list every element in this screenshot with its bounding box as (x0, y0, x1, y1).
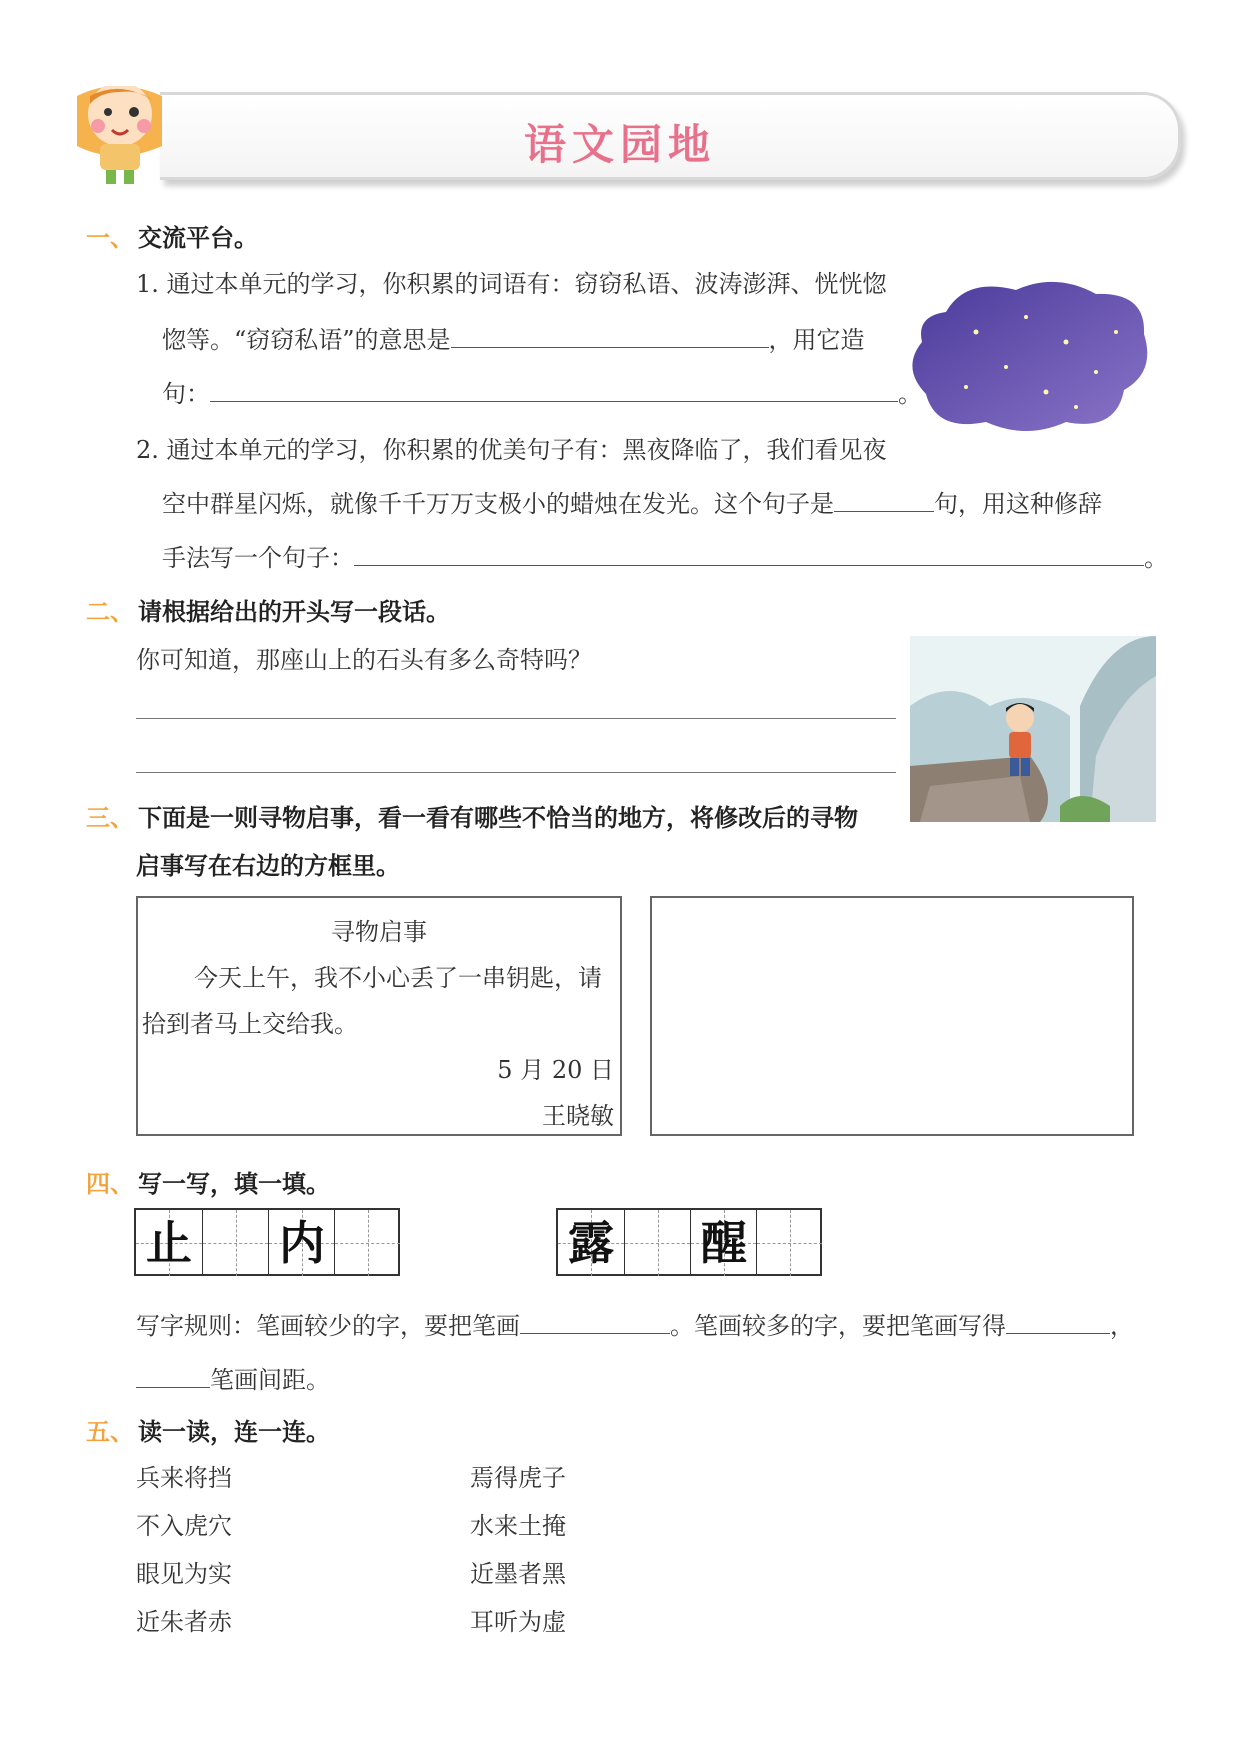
section-3-heading (86, 798, 858, 833)
section-2-heading (86, 592, 450, 627)
writing-grid-1 (134, 1208, 400, 1276)
s1-q1-sentence-blank[interactable] (210, 379, 898, 402)
grid1-cell-1[interactable] (136, 1210, 202, 1276)
writing-rule-line1 (136, 1306, 1134, 1341)
section-4-title: 写一写，填一填。 (138, 1170, 330, 1198)
grid1-char-1: 止 (146, 1216, 192, 1270)
starry-sky-cloud-icon (906, 272, 1156, 438)
notice-body-2: 拾到者马上交给我。 (142, 1010, 358, 1038)
notice-title: 寻物启事 (331, 918, 427, 946)
writing-rule-text-c: ， (1110, 1312, 1134, 1340)
s1-q2-line2-text-a: 空中群星闪烁，就像千千万万支极小的蜡烛在发光。这个句子是 (162, 490, 834, 518)
page-title: 语文园地 (523, 120, 716, 169)
notice-date: 5 月 20 日 (497, 1056, 614, 1084)
writing-rule-text-a: 写字规则：笔画较少的字，要把笔画 (136, 1312, 520, 1340)
grid2-cell-3[interactable] (690, 1210, 756, 1276)
grid1-cell-3[interactable] (268, 1210, 334, 1276)
s1-q1-line2 (162, 320, 865, 355)
s1-q2-line1: 2. 通过本单元的学习，你积累的优美句子有：黑夜降临了，我们看见夜 (136, 436, 887, 464)
writing-rule-blank-2[interactable] (1006, 1311, 1110, 1334)
notice-name: 王晓敏 (542, 1102, 614, 1130)
s1-q1-line3-text-b: 。 (898, 380, 922, 408)
section-1-title: 交流平台。 (138, 224, 258, 252)
s1-q2-type-blank[interactable] (834, 489, 934, 512)
grid2-char-2: 醒 (701, 1216, 747, 1270)
section-2-title: 请根据给出的开头写一段话。 (138, 598, 450, 626)
s2-answer-line-2[interactable] (136, 772, 896, 773)
section-3-number: 三、 (86, 804, 134, 832)
idiom-right-2[interactable]: 水来土掩 (470, 1512, 566, 1540)
idiom-left-4[interactable]: 近朱者赤 (136, 1608, 232, 1636)
idiom-right-4[interactable]: 耳听为虚 (470, 1608, 566, 1636)
boy-on-mountain-icon (910, 636, 1156, 822)
s1-q1-line3 (162, 374, 922, 409)
idiom-left-2[interactable]: 不入虎穴 (136, 1512, 232, 1540)
section-3-title-line2: 启事写在右边的方框里。 (136, 852, 400, 880)
idiom-left-1[interactable]: 兵来将挡 (136, 1464, 232, 1492)
s1-q1-line2-text-a: 惚等。“窃窃私语”的意思是 (162, 326, 451, 354)
writing-rule-text-d: 笔画间距。 (210, 1366, 330, 1394)
section-4-heading (86, 1164, 330, 1199)
s1-q2-line3 (162, 538, 1168, 573)
grid2-cell-2[interactable] (624, 1210, 690, 1276)
s2-prompt: 你可知道，那座山上的石头有多么奇特吗？ (136, 646, 592, 674)
writing-rule-blank-3[interactable] (136, 1365, 210, 1388)
s2-answer-line-1[interactable] (136, 718, 896, 719)
writing-rule-line2 (136, 1360, 330, 1395)
section-3-title-line1: 下面是一则寻物启事，看一看有哪些不恰当的地方，将修改后的寻物 (138, 804, 858, 832)
grid2-char-1: 露 (568, 1216, 614, 1270)
grid2-cell-1[interactable] (558, 1210, 624, 1276)
section-1-heading (86, 218, 258, 253)
s1-q2-line3-text-a: 手法写一个句子： (162, 544, 354, 572)
section-1-number: 一、 (86, 224, 134, 252)
writing-rule-blank-1[interactable] (520, 1311, 670, 1334)
s1-q2-line3-text-b: 。 (1144, 544, 1168, 572)
idiom-left-3[interactable]: 眼见为实 (136, 1560, 232, 1588)
section-5-title: 读一读，连一连。 (138, 1418, 330, 1446)
s1-q1-line1: 1. 通过本单元的学习，你积累的词语有：窃窃私语、波涛澎湃、恍恍惚 (136, 270, 887, 298)
s1-q2-line2 (162, 484, 1102, 519)
grid1-char-2: 内 (279, 1216, 325, 1270)
idiom-right-3[interactable]: 近墨者黑 (470, 1560, 566, 1588)
section-5-heading (86, 1412, 330, 1447)
idiom-right-1[interactable]: 焉得虎子 (470, 1464, 566, 1492)
grid1-cell-2[interactable] (202, 1210, 268, 1276)
s1-q2-line2-text-b: 句，用这种修辞 (934, 490, 1102, 518)
grid1-cell-4[interactable] (334, 1210, 400, 1276)
writing-rule-text-b: 。笔画较多的字，要把笔画写得 (670, 1312, 1006, 1340)
section-2-number: 二、 (86, 598, 134, 626)
lost-notice-box (136, 896, 622, 1136)
s1-q1-meaning-blank[interactable] (451, 325, 769, 348)
s1-q2-sentence-blank[interactable] (354, 543, 1144, 566)
section-4-number: 四、 (86, 1170, 134, 1198)
revised-notice-box[interactable] (650, 896, 1134, 1136)
s1-q1-line3-text-a: 句： (162, 380, 210, 408)
s1-q1-line2-text-b: ，用它造 (768, 326, 865, 354)
section-5-number: 五、 (86, 1418, 134, 1446)
writing-grid-2 (556, 1208, 822, 1276)
notice-body-1: 今天上午，我不小心丢了一串钥匙，请 (194, 964, 602, 992)
grid2-cell-4[interactable] (756, 1210, 822, 1276)
